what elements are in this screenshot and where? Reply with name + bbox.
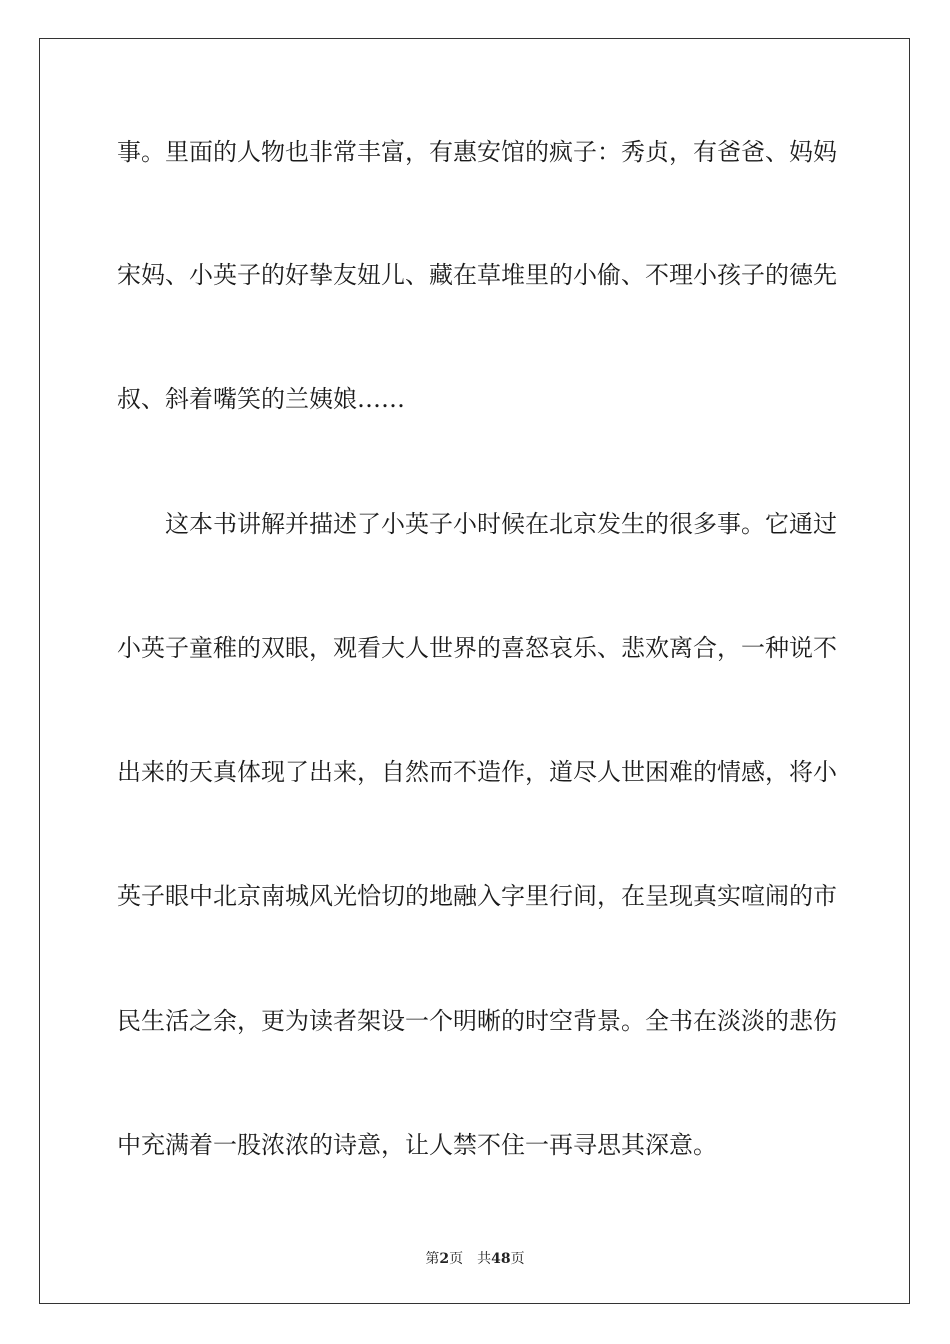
- text-line: 这本书讲解并描述了小英子小时候在北京发生的很多事。它通过: [117, 510, 837, 538]
- text-line: 事。里面的人物也非常丰富，有惠安馆的疯子：秀贞，有爸爸、妈妈: [117, 138, 837, 166]
- text-line: 宋妈、小英子的好挚友妞儿、藏在草堆里的小偷、不理小孩子的德先: [117, 261, 837, 289]
- page-number: 2: [439, 1251, 450, 1267]
- text-line: 小英子童稚的双眼，观看大人世界的喜怒哀乐、悲欢离合，一种说不: [117, 634, 837, 662]
- total-suffix: 页: [510, 1251, 525, 1267]
- page-footer: [0, 1250, 950, 1268]
- text-line: 中充满着一股浓浓的诗意，让人禁不住一再寻思其深意。: [117, 1131, 717, 1159]
- total-pages: 48: [491, 1251, 511, 1267]
- page-border: [39, 38, 910, 1304]
- text-line: 民生活之余，更为读者架设一个明晰的时空背景。全书在淡淡的悲伤: [117, 1007, 837, 1035]
- page-prefix: 第: [425, 1251, 440, 1267]
- total-prefix: 共: [477, 1251, 492, 1267]
- text-line: 出来的天真体现了出来，自然而不造作，道尽人世困难的情感，将小: [117, 758, 837, 786]
- text-line: 英子眼中北京南城风光恰切的地融入字里行间，在呈现真实喧闹的市: [117, 882, 837, 910]
- text-line: 叔、斜着嘴笑的兰姨娘……: [117, 385, 405, 413]
- page-suffix: 页: [449, 1251, 464, 1267]
